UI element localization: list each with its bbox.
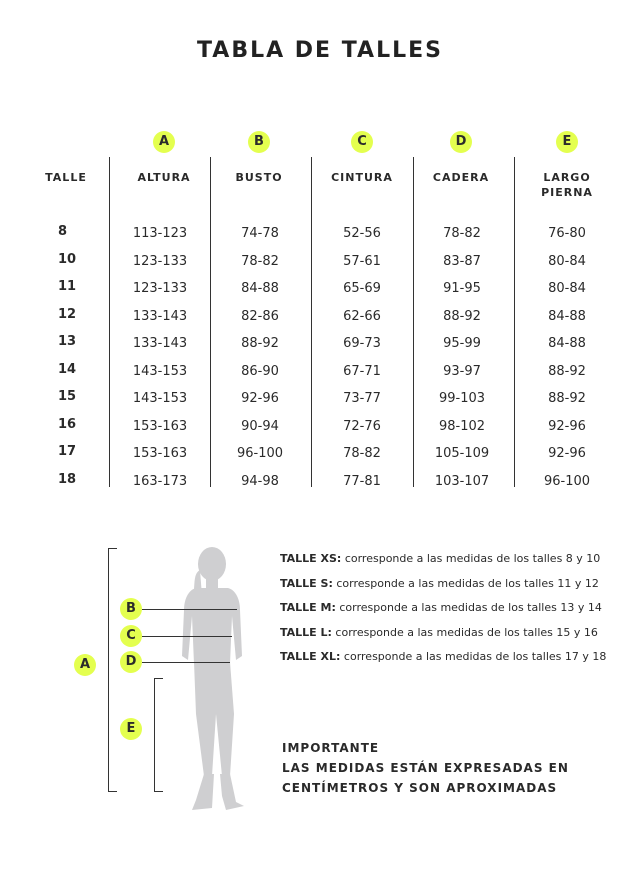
column-header-largo-pierna: LARGO PIERNA <box>541 171 593 199</box>
measurement-cell: 84-88 <box>548 309 586 324</box>
measurement-cell: 113-123 <box>132 226 188 241</box>
measurement-cell: 74-78 <box>241 226 279 241</box>
measurement-cell: 123-133 <box>132 254 188 269</box>
body-silhouette-icon <box>170 544 260 816</box>
bust-leader-line <box>142 609 237 610</box>
important-line-1: LAS MEDIDAS ESTÁN EXPRESADAS EN <box>282 761 569 775</box>
hip-leader-line <box>142 662 230 663</box>
size-note-xs: TALLE XS: corresponde a las medidas de los talles 8 y 10 <box>280 552 601 565</box>
measurement-cell: 153-163 <box>132 446 188 461</box>
measurement-cell: 52-56 <box>343 226 381 241</box>
measurement-cell: 76-80 <box>548 226 586 241</box>
measurement-cell: 98-102 <box>438 419 486 434</box>
measurement-cell: 65-69 <box>343 281 381 296</box>
column-header-altura: ALTURA <box>137 171 191 184</box>
size-note-l: TALLE L: corresponde a las medidas de los talles 15 y 16 <box>280 626 598 639</box>
important-notice <box>282 738 569 798</box>
column-divider <box>109 157 110 487</box>
measurement-cell: 88-92 <box>548 391 586 406</box>
measurement-cell: 123-133 <box>132 281 188 296</box>
measurement-cell: 88-92 <box>443 309 481 324</box>
badge-busto: B <box>248 131 270 153</box>
size-note-m: TALLE M: corresponde a las medidas de los talles 13 y 14 <box>280 601 602 614</box>
important-heading: IMPORTANTE <box>282 741 380 755</box>
measurement-cell: 92-96 <box>548 446 586 461</box>
measurement-cell: 96-100 <box>543 474 591 489</box>
page-title: TABLA DE TALLES <box>197 38 443 63</box>
measurement-cell: 73-77 <box>343 391 381 406</box>
diagram-badge-cadera: D <box>120 651 142 673</box>
measurement-cell: 80-84 <box>548 281 586 296</box>
size-cell: 17 <box>58 444 77 459</box>
measurement-cell: 143-153 <box>132 391 188 406</box>
measurement-cell: 82-86 <box>241 309 279 324</box>
measurement-cell: 143-153 <box>132 364 188 379</box>
size-cell: 16 <box>58 417 77 432</box>
column-divider <box>210 157 211 487</box>
measurement-cell: 78-82 <box>241 254 279 269</box>
measurement-cell: 99-103 <box>438 391 486 406</box>
height-bracket <box>108 548 117 792</box>
column-header-busto: BUSTO <box>235 171 283 184</box>
diagram-badge-largo-pierna: E <box>120 718 142 740</box>
measurement-cell: 57-61 <box>343 254 381 269</box>
measurement-cell: 80-84 <box>548 254 586 269</box>
size-cell: 15 <box>58 389 77 404</box>
measurement-cell: 92-96 <box>241 391 279 406</box>
measurement-cell: 69-73 <box>343 336 381 351</box>
diagram-badge-cintura: C <box>120 625 142 647</box>
column-header-cadera: CADERA <box>432 171 490 184</box>
measurement-cell: 67-71 <box>343 364 381 379</box>
column-divider <box>413 157 414 487</box>
measurement-cell: 72-76 <box>343 419 381 434</box>
measurement-cell: 88-92 <box>548 364 586 379</box>
badge-cadera: D <box>450 131 472 153</box>
measurement-cell: 62-66 <box>343 309 381 324</box>
badge-cintura: C <box>351 131 373 153</box>
measurement-cell: 77-81 <box>343 474 381 489</box>
size-column-header: TALLE <box>45 171 87 184</box>
size-note-s: TALLE S: corresponde a las medidas de los talles 11 y 12 <box>280 577 599 590</box>
size-cell: 11 <box>58 279 77 294</box>
size-cell: 8 <box>58 224 68 239</box>
measurement-cell: 105-109 <box>434 446 490 461</box>
measurement-cell: 163-173 <box>132 474 188 489</box>
measurement-cell: 91-95 <box>443 281 481 296</box>
measurement-cell: 92-96 <box>548 419 586 434</box>
diagram-badge-altura: A <box>74 654 96 676</box>
measurement-cell: 94-98 <box>241 474 279 489</box>
column-header-cintura: CINTURA <box>331 171 393 184</box>
measurement-cell: 133-143 <box>132 336 188 351</box>
measurement-cell: 103-107 <box>434 474 490 489</box>
important-line-2: CENTÍMETROS Y SON APROXIMADAS <box>282 781 558 795</box>
badge-largo-pierna: E <box>556 131 578 153</box>
size-cell: 10 <box>58 252 77 267</box>
measurement-cell: 133-143 <box>132 309 188 324</box>
measurement-cell: 153-163 <box>132 419 188 434</box>
waist-leader-line <box>142 636 232 637</box>
diagram-badge-busto: B <box>120 598 142 620</box>
column-divider <box>311 157 312 487</box>
column-divider <box>514 157 515 487</box>
measurement-cell: 88-92 <box>241 336 279 351</box>
measurement-cell: 84-88 <box>241 281 279 296</box>
measurement-cell: 86-90 <box>241 364 279 379</box>
leg-length-bracket <box>154 678 163 792</box>
size-note-xl: TALLE XL: corresponde a las medidas de los talles 17 y 18 <box>280 650 607 663</box>
measurement-cell: 83-87 <box>443 254 481 269</box>
measurement-cell: 90-94 <box>241 419 279 434</box>
size-cell: 13 <box>58 334 77 349</box>
measurement-cell: 95-99 <box>443 336 481 351</box>
size-cell: 18 <box>58 472 77 487</box>
badge-altura: A <box>153 131 175 153</box>
measurement-cell: 93-97 <box>443 364 481 379</box>
measurement-cell: 84-88 <box>548 336 586 351</box>
size-cell: 12 <box>58 307 77 322</box>
measurement-cell: 78-82 <box>443 226 481 241</box>
measurement-cell: 78-82 <box>343 446 381 461</box>
measurement-cell: 96-100 <box>236 446 284 461</box>
size-cell: 14 <box>58 362 77 377</box>
